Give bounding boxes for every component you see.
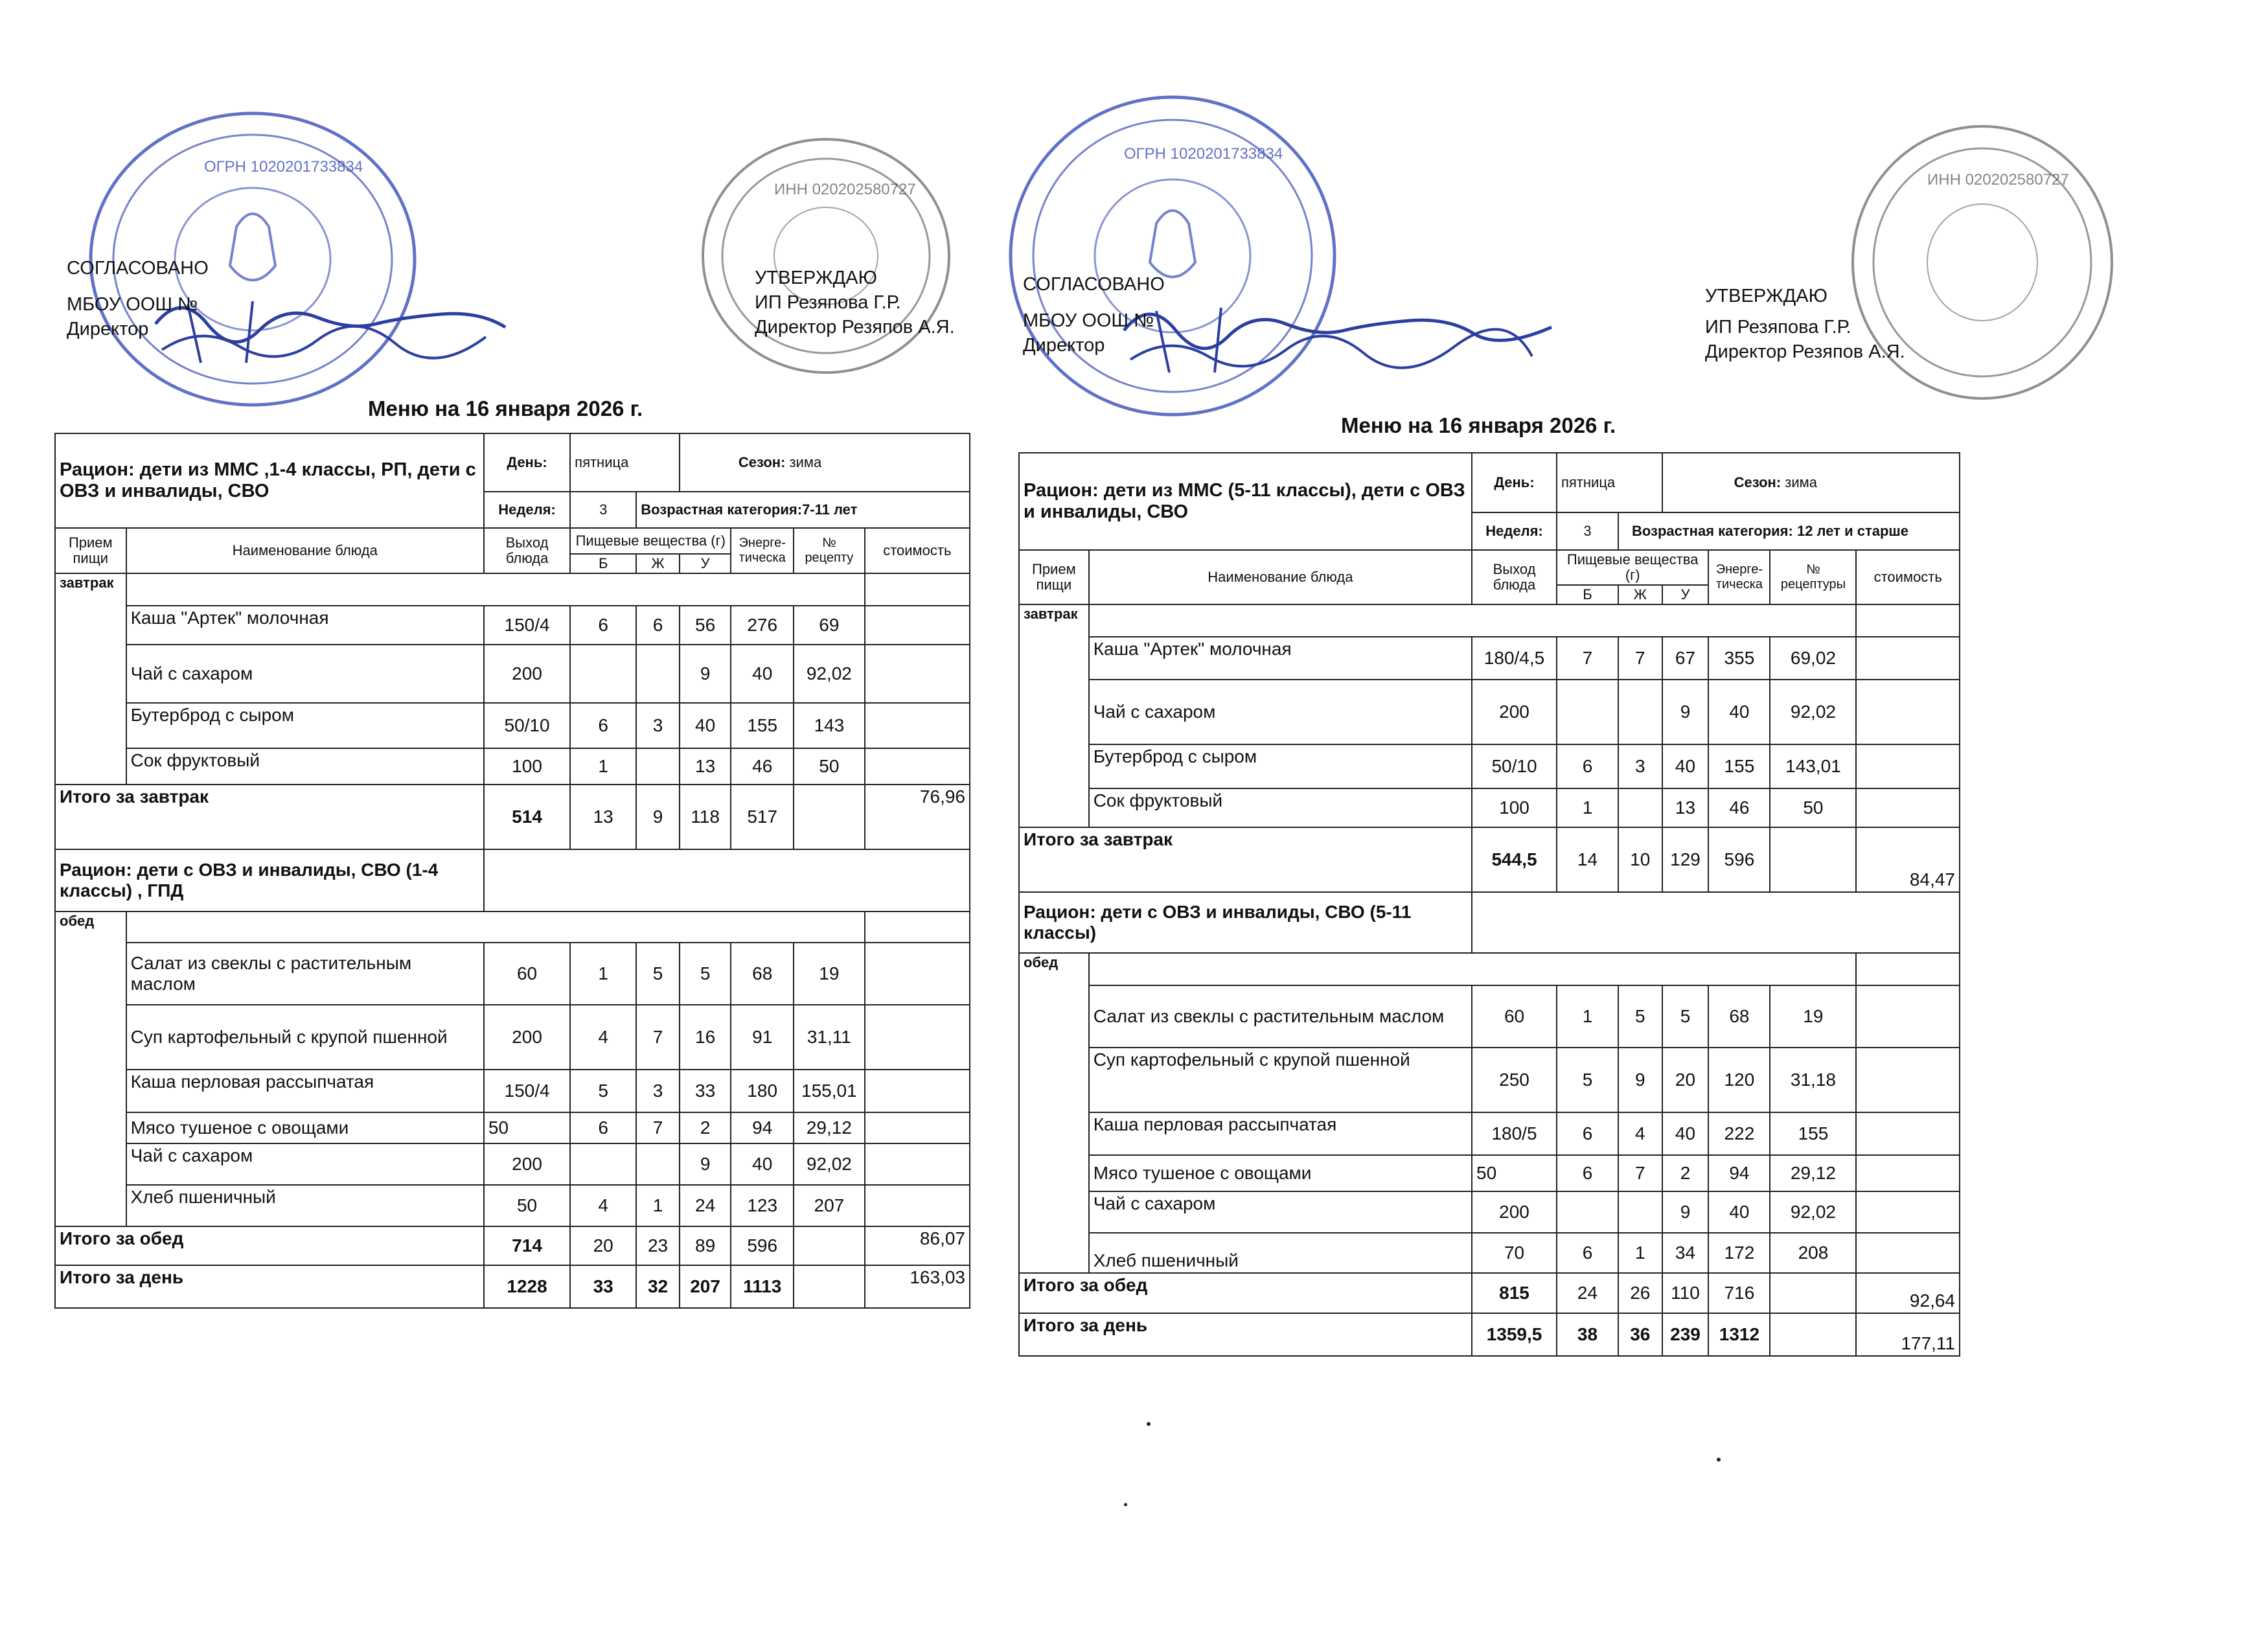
meal-lunch: обед: [55, 912, 126, 1226]
dish-energy: 276: [731, 606, 794, 645]
table-row: [1019, 788, 1960, 827]
dish-recipe: 19: [794, 943, 865, 1005]
dish-energy: 68: [731, 943, 794, 1005]
dish-name: Мясо тушеное с овощами: [126, 1112, 484, 1143]
ip-stamp: [696, 133, 956, 379]
dish-recipe: 155: [1770, 1112, 1856, 1155]
menu-title: Меню на 16 января 2026 г.: [368, 396, 643, 420]
dish-name: Каша перловая рассыпчатая: [1089, 1112, 1472, 1155]
col-recipe: № рецептуры: [1770, 550, 1856, 604]
dish-zh: 7: [636, 1005, 680, 1070]
dish-recipe: 50: [1770, 788, 1856, 827]
director-label: Директор: [67, 319, 149, 339]
dish-b: 6: [1557, 1233, 1618, 1273]
table-row: [1019, 1048, 1960, 1112]
season-label: Сезон:: [738, 454, 786, 470]
dish-u: 40: [1662, 744, 1709, 788]
total-label: Итого за обед: [55, 1226, 484, 1265]
approval-block: [1023, 272, 1165, 358]
dish-recipe: 19: [1770, 985, 1856, 1048]
dish-yield: 200: [484, 1005, 570, 1070]
dish-b: 4: [570, 1185, 636, 1226]
col-name: Наименование блюда: [126, 528, 484, 573]
total-label: Итого за завтрак: [1019, 827, 1472, 892]
col-energy: Энерге-тическа: [731, 528, 794, 573]
col-meal: Прием пищи: [55, 528, 126, 573]
dish-yield: 50/10: [1472, 744, 1557, 788]
total-energy: 1113: [731, 1265, 794, 1308]
col-b: Б: [570, 554, 636, 573]
dish-zh: [1618, 680, 1662, 744]
dish-yield: 70: [1472, 1233, 1557, 1273]
director-label: Директор: [1023, 335, 1105, 356]
scan-speck: [1147, 1422, 1151, 1426]
dish-name: Чай с сахаром: [126, 645, 484, 703]
day-label: День:: [484, 433, 570, 492]
total-label: Итого за день: [55, 1265, 484, 1308]
total-b: 13: [570, 785, 636, 849]
approval-block: [67, 256, 209, 341]
col-energy: Энерге-тическа: [1708, 550, 1770, 604]
dish-name: Каша "Артек" молочная: [126, 606, 484, 645]
dish-recipe: 31,11: [794, 1005, 865, 1070]
ration2-label: Рацион: дети с ОВЗ и инвалиды, СВО (1-4 классы) , ГПД: [55, 849, 484, 912]
dish-recipe: 92,02: [1770, 1191, 1856, 1233]
dish-zh: 6: [636, 606, 680, 645]
total-cost: 84,47: [1856, 827, 1960, 892]
total-zh: 36: [1618, 1313, 1662, 1356]
day-total-row: [1019, 1313, 1960, 1356]
ration-label: Рацион: дети из ММС ,1-4 классы, РП, дети с ОВЗ и инвалиды, СВО: [55, 433, 484, 528]
ration2-label: Рацион: дети с ОВЗ и инвалиды, СВО (5-11 классы): [1019, 892, 1472, 953]
dish-b: 5: [1557, 1048, 1618, 1112]
dish-recipe: 69,02: [1770, 637, 1856, 680]
total-b: 14: [1557, 827, 1618, 892]
dish-recipe: 208: [1770, 1233, 1856, 1273]
day-label: День:: [1472, 453, 1557, 512]
total-zh: 10: [1618, 827, 1662, 892]
dish-b: 1: [570, 943, 636, 1005]
total-zh: 9: [636, 785, 680, 849]
dish-name: Салат из свеклы с растительным маслом: [1089, 985, 1472, 1048]
dish-zh: 9: [1618, 1048, 1662, 1112]
age-value: 7-11 лет: [802, 501, 858, 518]
day-value: пятница: [570, 433, 680, 492]
scan-speck: [1717, 1458, 1721, 1462]
dish-energy: 94: [731, 1112, 794, 1143]
dish-name: Бутерброд с сыром: [126, 703, 484, 748]
dish-energy: 46: [1708, 788, 1770, 827]
total-yield: 514: [484, 785, 570, 849]
agreed-label: СОГЛАСОВАНО: [67, 258, 209, 279]
dish-b: 7: [1557, 637, 1618, 680]
ip-director: Директор Резяпов А.Я.: [1705, 341, 1905, 362]
dish-b: 6: [570, 703, 636, 748]
scan-speck: [1124, 1503, 1127, 1506]
dish-u: 9: [1662, 1191, 1709, 1233]
age-cell: [1618, 512, 1960, 550]
total-zh: 26: [1618, 1273, 1662, 1313]
col-u: У: [1662, 585, 1709, 604]
menu-title: Меню на 16 января 2026 г.: [1341, 413, 1616, 437]
table-row: [55, 1005, 970, 1070]
dish-u: 40: [680, 703, 731, 748]
dish-b: [570, 1143, 636, 1185]
col-nutrients: Пищевые вещества (г): [1557, 550, 1708, 585]
day-value: пятница: [1557, 453, 1662, 512]
total-energy: 1312: [1708, 1313, 1770, 1356]
dish-energy: 355: [1708, 637, 1770, 680]
table-row: [1019, 744, 1960, 788]
dish-recipe: 143,01: [1770, 744, 1856, 788]
total-zh: 23: [636, 1226, 680, 1265]
stamp-inn-text: ИНН 020202580727: [1927, 171, 2069, 189]
dish-yield: 200: [484, 1143, 570, 1185]
dish-b: 1: [570, 748, 636, 785]
total-u: 118: [680, 785, 731, 849]
dish-zh: 1: [636, 1185, 680, 1226]
table-row: [55, 1185, 970, 1226]
dish-name: Чай с сахаром: [1089, 1191, 1472, 1233]
dish-name: Салат из свеклы с растительным маслом: [126, 943, 484, 1005]
dish-zh: 3: [636, 703, 680, 748]
dish-energy: 68: [1708, 985, 1770, 1048]
school-label: МБОУ ООШ №: [67, 294, 198, 315]
dish-yield: 100: [484, 748, 570, 785]
col-name: Наименование блюда: [1089, 550, 1472, 604]
dish-zh: 3: [1618, 744, 1662, 788]
season-value: зима: [789, 454, 822, 470]
dish-energy: 123: [731, 1185, 794, 1226]
dish-energy: 91: [731, 1005, 794, 1070]
week-label: Неделя:: [1472, 512, 1557, 550]
dish-u: 9: [1662, 680, 1709, 744]
dish-u: 67: [1662, 637, 1709, 680]
dish-b: 1: [1557, 788, 1618, 827]
meal-breakfast: завтрак: [1019, 604, 1089, 827]
dish-u: 40: [1662, 1112, 1709, 1155]
table-row: [55, 943, 970, 1005]
dish-b: [1557, 1191, 1618, 1233]
dish-zh: 7: [1618, 1155, 1662, 1191]
dish-zh: 4: [1618, 1112, 1662, 1155]
menu-table: [54, 433, 970, 1309]
dish-name: Хлеб пшеничный: [1089, 1233, 1472, 1273]
dish-recipe: 92,02: [794, 1143, 865, 1185]
total-yield: 714: [484, 1226, 570, 1265]
dish-u: 5: [1662, 985, 1709, 1048]
dish-energy: 94: [1708, 1155, 1770, 1191]
left-menu-sheet: [0, 0, 1101, 1652]
dish-name: Мясо тушеное с овощами: [1089, 1155, 1472, 1191]
total-b: 24: [1557, 1273, 1618, 1313]
table-row: [1019, 1155, 1960, 1191]
total-cost: 86,07: [865, 1226, 970, 1265]
dish-name: Хлеб пшеничный: [126, 1185, 484, 1226]
breakfast-total-row: [55, 785, 970, 849]
total-zh: 32: [636, 1265, 680, 1308]
col-yield: Выход блюда: [484, 528, 570, 573]
total-u: 89: [680, 1226, 731, 1265]
week-value: 3: [570, 492, 636, 528]
dish-yield: 250: [1472, 1048, 1557, 1112]
breakfast-total-row: [1019, 827, 1960, 892]
dish-u: 13: [1662, 788, 1709, 827]
dish-u: 33: [680, 1070, 731, 1112]
dish-yield: 150/4: [484, 1070, 570, 1112]
dish-name: Суп картофельный с крупой пшенной: [1089, 1048, 1472, 1112]
dish-yield: 200: [484, 645, 570, 703]
age-cell: [636, 492, 970, 528]
dish-u: 34: [1662, 1233, 1709, 1273]
dish-recipe: 92,02: [1770, 680, 1856, 744]
dish-b: 1: [1557, 985, 1618, 1048]
table-row: [1019, 1191, 1960, 1233]
dish-u: 2: [1662, 1155, 1709, 1191]
total-energy: 596: [1708, 827, 1770, 892]
total-yield: 544,5: [1472, 827, 1557, 892]
confirm-block: [755, 266, 955, 339]
table-row: [55, 606, 970, 645]
dish-zh: 5: [1618, 985, 1662, 1048]
col-meal: Прием пищи: [1019, 550, 1089, 604]
dish-energy: 46: [731, 748, 794, 785]
total-energy: 517: [731, 785, 794, 849]
dish-yield: 50: [484, 1112, 570, 1143]
dish-energy: 40: [731, 1143, 794, 1185]
dish-energy: 120: [1708, 1048, 1770, 1112]
lunch-total-row: [55, 1226, 970, 1265]
dish-name: Сок фруктовый: [1089, 788, 1472, 827]
dish-recipe: 207: [794, 1185, 865, 1226]
dish-yield: 50: [1472, 1155, 1557, 1191]
total-cost: 92,64: [1856, 1273, 1960, 1313]
dish-u: 16: [680, 1005, 731, 1070]
dish-b: 6: [1557, 1112, 1618, 1155]
ip-director: Директор Резяпов А.Я.: [755, 317, 955, 338]
total-b: 20: [570, 1226, 636, 1265]
dish-recipe: 29,12: [794, 1112, 865, 1143]
dish-energy: 155: [731, 703, 794, 748]
total-cost: 163,03: [865, 1265, 970, 1308]
confirm-block: [1705, 284, 1905, 364]
dish-energy: 40: [1708, 1191, 1770, 1233]
dish-name: Чай с сахаром: [126, 1143, 484, 1185]
dish-u: 20: [1662, 1048, 1709, 1112]
dish-yield: 200: [1472, 680, 1557, 744]
signature: [149, 279, 551, 376]
total-label: Итого за обед: [1019, 1273, 1472, 1313]
signature: [1117, 285, 1584, 389]
table-row: [1019, 985, 1960, 1048]
age-value: 12 лет и старше: [1796, 523, 1908, 539]
dish-energy: 155: [1708, 744, 1770, 788]
table-row: [55, 1143, 970, 1185]
col-nutrients: Пищевые вещества (г): [570, 528, 731, 554]
school-label: МБОУ ООШ №: [1023, 310, 1154, 331]
table-row: [1019, 680, 1960, 744]
dish-yield: 60: [1472, 985, 1557, 1048]
dish-yield: 50/10: [484, 703, 570, 748]
dish-zh: [1618, 788, 1662, 827]
total-label: Итого за день: [1019, 1313, 1472, 1356]
dish-name: Каша "Артек" молочная: [1089, 637, 1472, 680]
week-value: 3: [1557, 512, 1618, 550]
meal-breakfast: завтрак: [55, 573, 126, 785]
table-row: [55, 748, 970, 785]
dish-zh: [1618, 1191, 1662, 1233]
dish-recipe: 69: [794, 606, 865, 645]
dish-recipe: 92,02: [794, 645, 865, 703]
dish-b: [1557, 680, 1618, 744]
dish-name: Чай с сахаром: [1089, 680, 1472, 744]
dish-yield: 50: [484, 1185, 570, 1226]
total-u: 207: [680, 1265, 731, 1308]
col-u: У: [680, 554, 731, 573]
stamp-inn-text: ИНН 020202580727: [774, 181, 916, 198]
agreed-label: СОГЛАСОВАНО: [1023, 274, 1165, 295]
table-row: [55, 1112, 970, 1143]
dish-b: 6: [1557, 1155, 1618, 1191]
ip-name: ИП Резяпова Г.Р.: [1705, 317, 1851, 338]
total-yield: 1359,5: [1472, 1313, 1557, 1356]
table-row: [55, 703, 970, 748]
col-zh: Ж: [1618, 585, 1662, 604]
dish-energy: 180: [731, 1070, 794, 1112]
col-b: Б: [1557, 585, 1618, 604]
right-menu-sheet: [1004, 0, 2105, 1652]
dish-name: Сок фруктовый: [126, 748, 484, 785]
dish-yield: 180/5: [1472, 1112, 1557, 1155]
table-row: [1019, 637, 1960, 680]
age-label: Возрастная категория:: [1632, 523, 1793, 539]
dish-u: 9: [680, 1143, 731, 1185]
dish-name: Каша перловая рассыпчатая: [126, 1070, 484, 1112]
total-u: 239: [1662, 1313, 1709, 1356]
dish-zh: 1: [1618, 1233, 1662, 1273]
dish-yield: 180/4,5: [1472, 637, 1557, 680]
col-yield: Выход блюда: [1472, 550, 1557, 604]
total-u: 110: [1662, 1273, 1709, 1313]
confirm-label: УТВЕРЖДАЮ: [755, 268, 877, 288]
total-yield: 1228: [484, 1265, 570, 1308]
dish-energy: 40: [731, 645, 794, 703]
week-label: Неделя:: [484, 492, 570, 528]
dish-zh: 7: [636, 1112, 680, 1143]
table-row: [55, 1070, 970, 1112]
dish-b: [570, 645, 636, 703]
dish-u: 13: [680, 748, 731, 785]
dish-u: 56: [680, 606, 731, 645]
total-b: 33: [570, 1265, 636, 1308]
total-b: 38: [1557, 1313, 1618, 1356]
stamp-ogrn-text: ОГРН 1020201733834: [204, 158, 363, 176]
dish-name: Суп картофельный с крупой пшенной: [126, 1005, 484, 1070]
col-cost: стоимость: [1856, 550, 1960, 604]
dish-recipe: 50: [794, 748, 865, 785]
col-cost: стоимость: [865, 528, 970, 573]
dish-recipe: 31,18: [1770, 1048, 1856, 1112]
total-energy: 716: [1708, 1273, 1770, 1313]
total-cost: 177,11: [1856, 1313, 1960, 1356]
dish-zh: 3: [636, 1070, 680, 1112]
col-zh: Ж: [636, 554, 680, 573]
dish-recipe: 29,12: [1770, 1155, 1856, 1191]
dish-yield: 200: [1472, 1191, 1557, 1233]
total-cost: 76,96: [865, 785, 970, 849]
menu-table: [1018, 452, 1960, 1357]
dish-b: 6: [570, 1112, 636, 1143]
dish-recipe: 155,01: [794, 1070, 865, 1112]
total-u: 129: [1662, 827, 1709, 892]
dish-zh: 7: [1618, 637, 1662, 680]
table-row: [1019, 1233, 1960, 1273]
dish-u: 2: [680, 1112, 731, 1143]
dish-zh: [636, 748, 680, 785]
dish-yield: 100: [1472, 788, 1557, 827]
day-total-row: [55, 1265, 970, 1308]
dish-energy: 40: [1708, 680, 1770, 744]
dish-u: 24: [680, 1185, 731, 1226]
confirm-label: УТВЕРЖДАЮ: [1705, 286, 1827, 306]
stamp-ogrn-text: ОГРН 1020201733834: [1124, 145, 1283, 163]
total-label: Итого за завтрак: [55, 785, 484, 849]
dish-recipe: 143: [794, 703, 865, 748]
season-value: зима: [1785, 474, 1818, 490]
dish-u: 9: [680, 645, 731, 703]
dish-zh: [636, 645, 680, 703]
col-recipe: № рецепту: [794, 528, 865, 573]
dish-yield: 150/4: [484, 606, 570, 645]
dish-energy: 172: [1708, 1233, 1770, 1273]
dish-b: 4: [570, 1005, 636, 1070]
season-label: Сезон:: [1734, 474, 1781, 490]
dish-zh: [636, 1143, 680, 1185]
table-row: [55, 645, 970, 703]
dish-yield: 60: [484, 943, 570, 1005]
dish-b: 6: [1557, 744, 1618, 788]
ip-name: ИП Резяпова Г.Р.: [755, 292, 901, 313]
age-label: Возрастная категория:: [641, 501, 803, 518]
dish-energy: 222: [1708, 1112, 1770, 1155]
total-yield: 815: [1472, 1273, 1557, 1313]
dish-u: 5: [680, 943, 731, 1005]
lunch-total-row: [1019, 1273, 1960, 1313]
season-cell: [680, 433, 970, 492]
dish-b: 5: [570, 1070, 636, 1112]
season-cell: [1662, 453, 1960, 512]
ration-label: Рацион: дети из ММС (5-11 классы), дети с ОВЗ и инвалиды, СВО: [1019, 453, 1472, 550]
dish-b: 6: [570, 606, 636, 645]
dish-zh: 5: [636, 943, 680, 1005]
total-energy: 596: [731, 1226, 794, 1265]
table-row: [1019, 1112, 1960, 1155]
dish-name: Бутерброд с сыром: [1089, 744, 1472, 788]
meal-lunch: обед: [1019, 953, 1089, 1273]
